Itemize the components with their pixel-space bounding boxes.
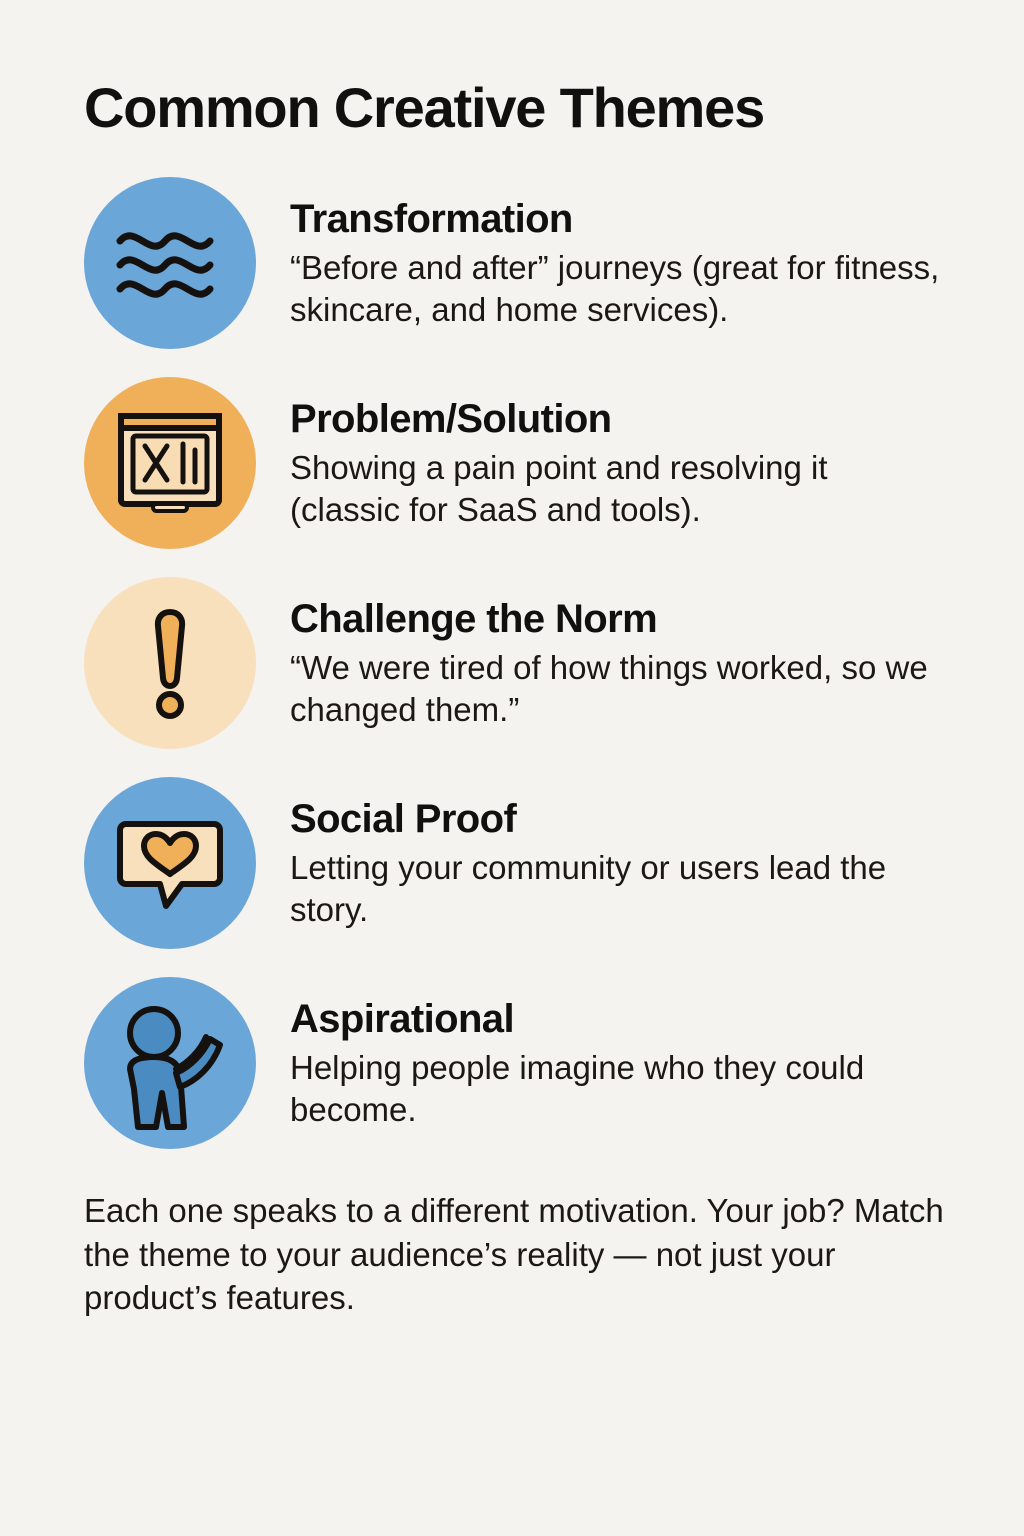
waves-icon (84, 177, 256, 349)
list-item (84, 575, 946, 749)
page-title: Common Creative Themes (84, 76, 765, 139)
list-item-text (290, 375, 946, 530)
list-item-description: “Before and after” journeys (great for fitness, skincare, and home services). (290, 249, 940, 328)
list-item (84, 975, 946, 1149)
list-item (84, 375, 946, 549)
heart-speech-bubble-icon (84, 777, 256, 949)
exclamation-icon (84, 577, 256, 749)
toolbox-frame-icon (84, 377, 256, 549)
list-item-description: “We were tired of how things worked, so we changed them.” (290, 649, 928, 728)
list-item-text (290, 775, 946, 930)
person-waving-icon (84, 977, 256, 1149)
list-item-description: Helping people imagine who they could become. (290, 1049, 865, 1128)
list-item-text (290, 975, 946, 1130)
list-item-title: Problem/Solution (290, 397, 612, 442)
list-item-title: Social Proof (290, 797, 517, 842)
list-item-description: Showing a pain point and resolving it (classic for SaaS and tools). (290, 449, 828, 528)
list-item (84, 175, 946, 349)
theme-list (84, 175, 946, 1149)
list-item-text (290, 175, 946, 330)
list-item-title: Transformation (290, 197, 573, 242)
footer-note: Each one speaks to a different motivation. Your job? Match the theme to your audience’s reality — not just your product’s features. (84, 1192, 944, 1317)
list-item-description: Letting your community or users lead the story. (290, 849, 887, 928)
list-item-title: Challenge the Norm (290, 597, 658, 642)
list-item-title: Aspirational (290, 997, 514, 1042)
list-item-text (290, 575, 946, 730)
list-item (84, 775, 946, 949)
